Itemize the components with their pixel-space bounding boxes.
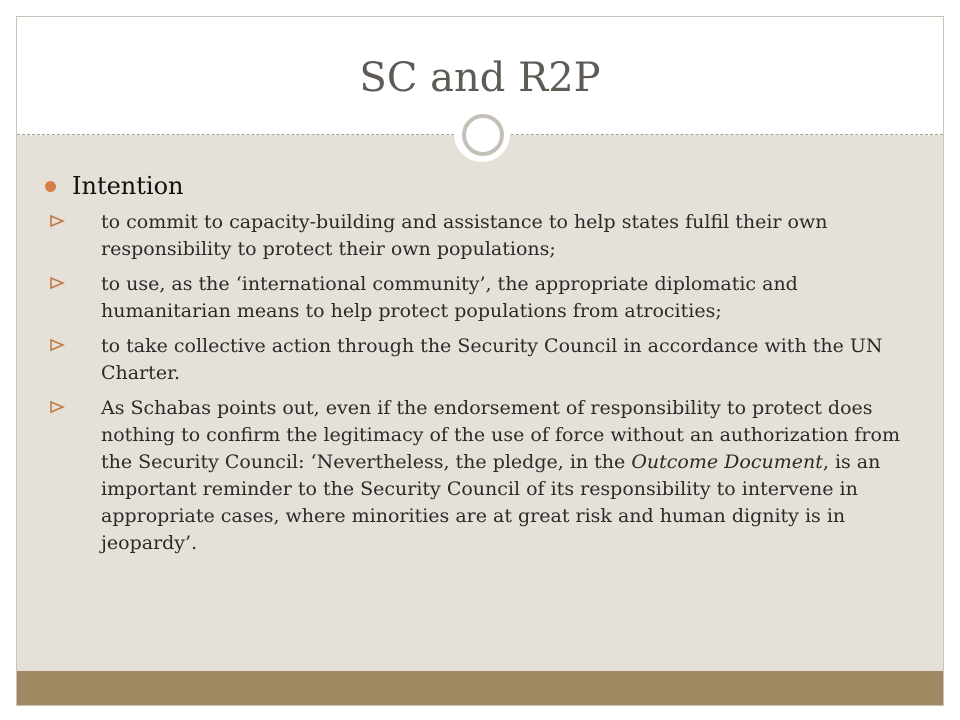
decorative-ring-icon (462, 114, 504, 156)
slide (16, 16, 944, 706)
triangle-arrow-icon (49, 338, 65, 352)
sub-bullet-text: to use, as the ‘international community’, the appropriate diplomatic and humanitarian means to help protect populations from atrocities; (101, 273, 798, 322)
sub-bullet-item (47, 209, 927, 263)
bullet-dot-icon (45, 181, 56, 192)
sub-bullet-item (47, 333, 927, 387)
sub-bullet-list (47, 209, 927, 565)
triangle-arrow-icon (49, 276, 65, 290)
sub-bullet-text: to commit to capacity-building and assistance to help states fulfil their own responsibility to protect their own populations; (101, 211, 828, 260)
quote-text-before: As Schabas points out, even if the endorsement of responsibility to protect does nothing to confirm the legitimacy of the use of force without an authorization from the Security Council: ‘Nevertheless, the pledge, in the (101, 397, 900, 473)
triangle-arrow-icon (49, 400, 65, 414)
quote-italic-title: Outcome Document (631, 451, 823, 473)
quote-text-after: , is an important reminder to the Security Council of its responsibility to intervene in appropriate cases, where minorities are at great risk and human dignity is in jeopardy’. (101, 451, 881, 554)
triangle-arrow-icon (49, 214, 65, 228)
main-bullet-heading: Intention (72, 172, 184, 200)
sub-bullet-item (47, 395, 927, 557)
sub-bullet-item (47, 271, 927, 325)
slide-title: SC and R2P (359, 55, 601, 101)
sub-bullet-text: to take collective action through the Security Council in accordance with the UN Charter. (101, 335, 883, 384)
footer-bar (17, 671, 943, 705)
main-bullet-row (45, 172, 183, 200)
sub-bullet-text-quote (101, 395, 927, 557)
